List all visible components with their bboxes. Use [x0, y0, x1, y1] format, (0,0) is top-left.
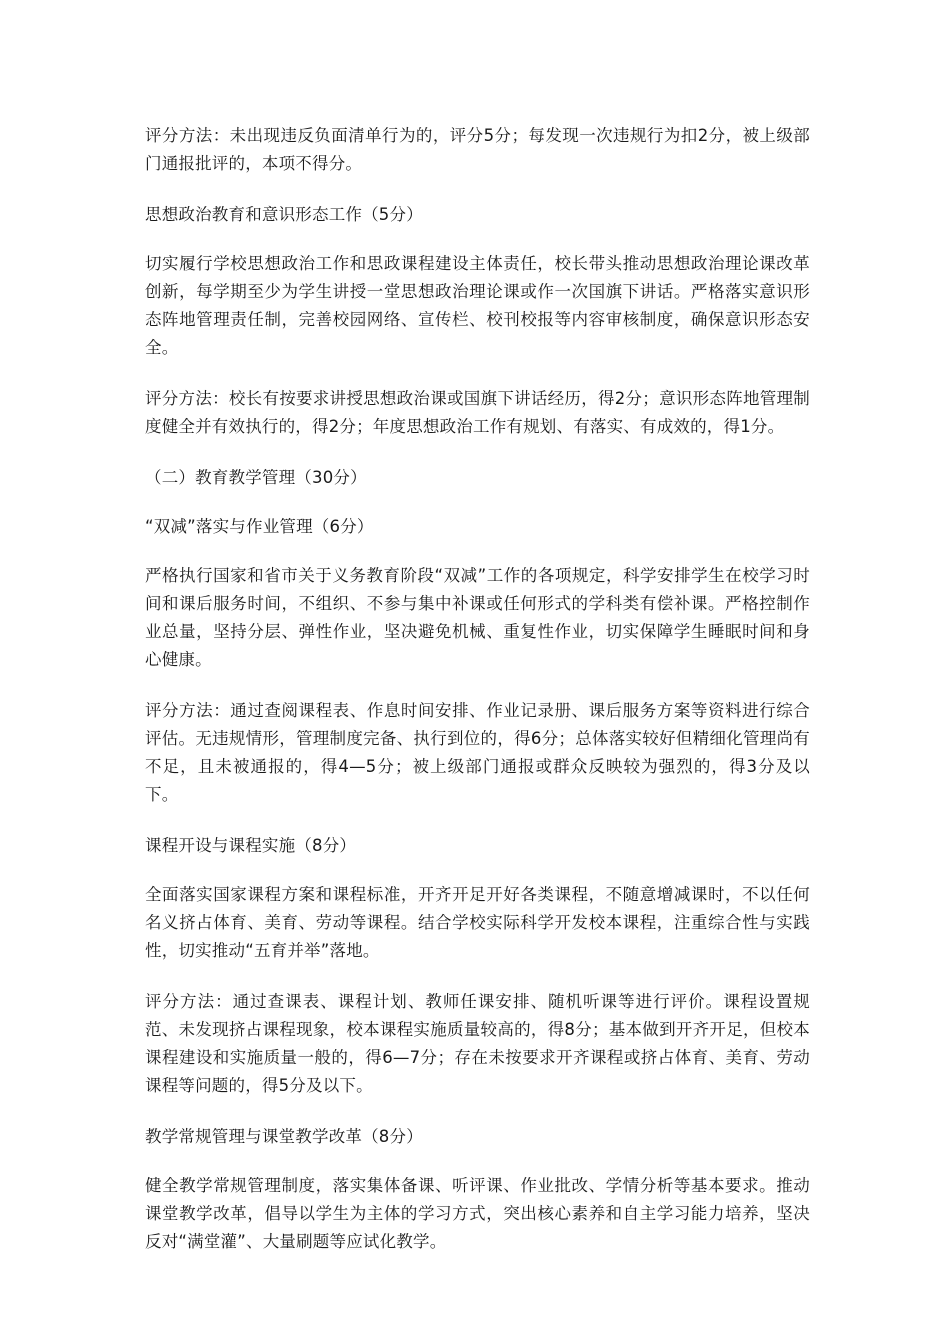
- curriculum-scoring-paragraph: 评分方法：通过查课表、课程计划、教师任课安排、随机听课等进行评价。课程设置规范、未发现挤占课程现象，校本课程实施质量较高的，得8分；基本做到开齐开足，但校本课程建设和实施质量一般的，得6—7分；存在未按要求开齐课程或挤占体育、美育、劳动课程等问题的，得5分及以下。: [145, 992, 810, 1095]
- curriculum-body-paragraph: 全面落实国家课程方案和课程标准，开齐开足开好各类课程，不随意增减课时，不以任何名义挤占体育、美育、劳动等课程。结合学校实际科学开发校本课程，注重综合性与实践性，切实推动“五育并举”落地。: [145, 885, 810, 960]
- ideology-body-paragraph: 切实履行学校思想政治工作和思政课程建设主体责任，校长带头推动思想政治理论课改革创新，每学期至少为学生讲授一堂思想政治理论课或作一次国旗下讲话。严格落实意识形态阵地管理责任制，完善校园网络、宣传栏、校刊校报等内容审核制度，确保意识形态安全。: [145, 254, 810, 357]
- section-heading-teaching-routine: 教学常规管理与课堂教学改革（8分）: [145, 1127, 423, 1146]
- double-reduction-scoring-paragraph: 评分方法：通过查阅课程表、作息时间安排、作业记录册、课后服务方案等资料进行综合评估。无违规情形，管理制度完备、执行到位的，得6分；总体落实较好但精细化管理尚有不足，且未被通报的，得4—5分；被上级部门通报或群众反映较为强烈的，得3分及以下。: [145, 701, 810, 804]
- double-reduction-body-paragraph: 严格执行国家和省市关于义务教育阶段“双减”工作的各项规定，科学安排学生在校学习时间和课后服务时间，不组织、不参与集中补课或任何形式的学科类有偿补课。严格控制作业总量，坚持分层、弹性作业，坚决避免机械、重复性作业，切实保障学生睡眠时间和身心健康。: [145, 566, 810, 669]
- section-heading-curriculum: 课程开设与课程实施（8分）: [145, 836, 357, 855]
- section-heading-teaching-management: （二）教育教学管理（30分）: [145, 468, 367, 487]
- teaching-routine-body-paragraph: 健全教学常规管理制度，落实集体备课、听评课、作业批改、学情分析等基本要求。推动课堂教学改革，倡导以学生为主体的学习方式，突出核心素养和自主学习能力培养，坚决反对“满堂灌”、大量刷题等应试化教学。: [145, 1176, 810, 1251]
- section-heading-ideology: 思想政治教育和意识形态工作（5分）: [145, 205, 423, 224]
- ideology-scoring-paragraph: 评分方法：校长有按要求讲授思想政治课或国旗下讲话经历，得2分；意识形态阵地管理制度健全并有效执行的，得2分；年度思想政治工作有规划、有落实、有成效的，得1分。: [145, 389, 810, 436]
- scoring-method-paragraph: 评分方法：未出现违反负面清单行为的，评分5分；每发现一次违规行为扣2分，被上级部门通报批评的，本项不得分。: [145, 126, 810, 173]
- section-heading-double-reduction: “双减”落实与作业管理（6分）: [145, 517, 374, 536]
- document-page: [145, 122, 810, 1279]
